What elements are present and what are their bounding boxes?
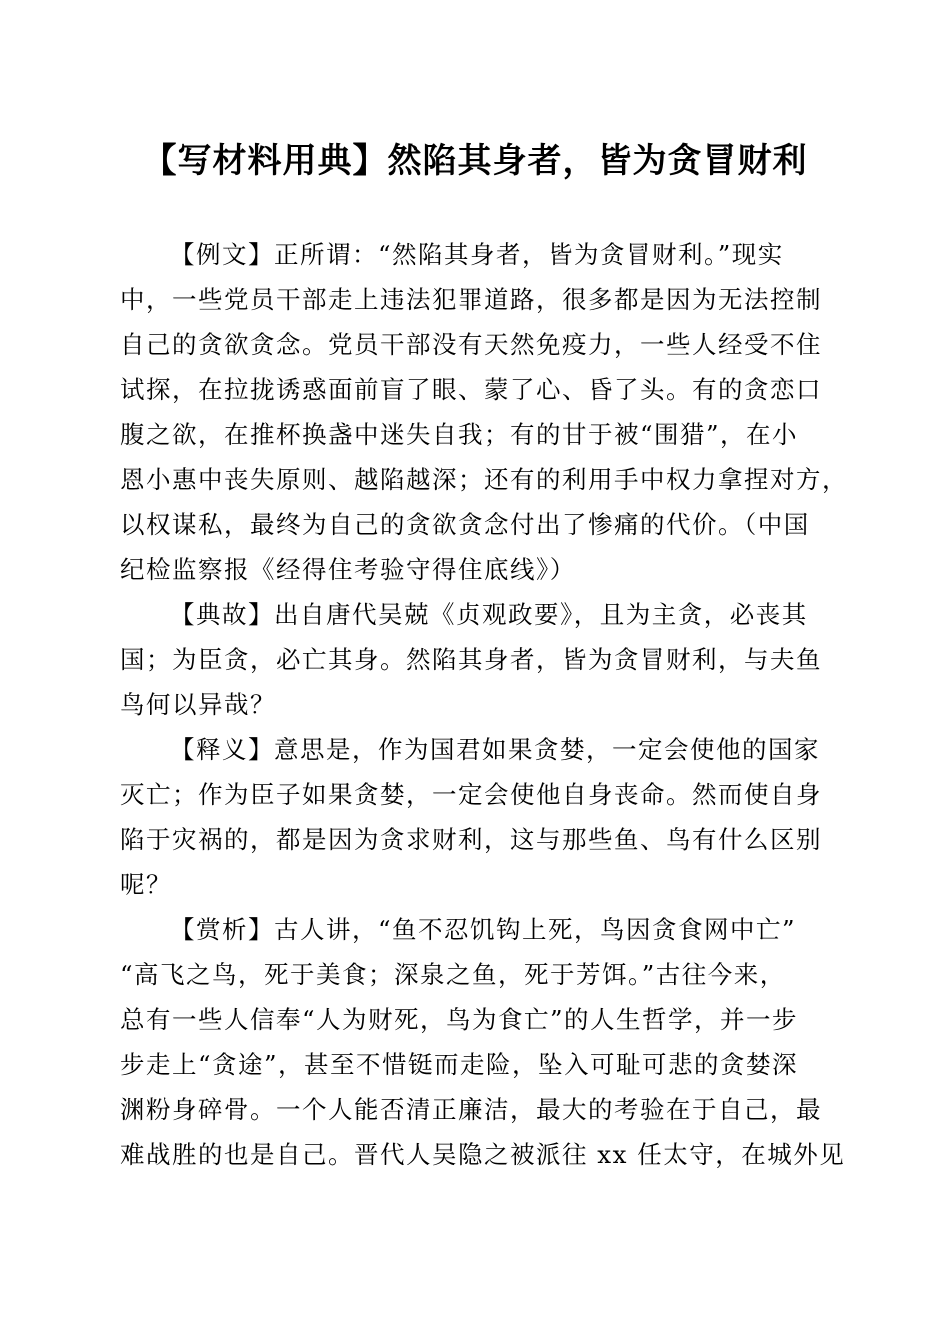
- text-line: 步走上“贪途”，甚至不惜铤而走险，坠入可耻可悲的贪婪深: [120, 1050, 799, 1079]
- text-line: 自己的贪欲贪念。党员干部没有天然免疫力，一些人经受不住: [120, 330, 822, 359]
- text-line: 【例文】正所谓：“然陷其身者，皆为贪冒财利。”现实: [170, 240, 784, 269]
- text-line: 总有一些人信奉“人为财死，鸟为食亡”的人生哲学，并一步: [120, 1005, 799, 1034]
- text-line: 纪检监察报《经得住考验守得住底线》）: [120, 555, 576, 584]
- text-line: 渊粉身碎骨。一个人能否清正廉洁，最大的考验在于自己，最: [120, 1095, 822, 1124]
- text-line: 难战胜的也是自己。晋代人吴隐之被派往 xx 任太守，在城外见: [120, 1140, 846, 1169]
- paragraph-allusion: [120, 592, 832, 727]
- text-line: 呢？: [120, 870, 172, 899]
- document-body: [120, 232, 848, 1177]
- text-line: 试探，在拉拢诱惑面前盲了眼、蒙了心、昏了头。有的贪恋口: [120, 375, 822, 404]
- text-line: 国；为臣贪，必亡其身。然陷其身者，皆为贪冒财利，与夫鱼: [120, 645, 822, 674]
- text-line: 【赏析】古人讲，“鱼不忍饥钩上死，鸟因贪食网中亡”: [170, 915, 797, 944]
- text-line: 腹之欲，在推杯换盏中迷失自我；有的甘于被“围猎”，在小: [120, 420, 799, 449]
- text-line: 灭亡；作为臣子如果贪婪，一定会使他自身丧命。然而使自身: [120, 780, 822, 809]
- document-title: 【写材料用典】然陷其身者，皆为贪冒财利: [142, 141, 808, 181]
- text-line: 以权谋私，最终为自己的贪欲贪念付出了惨痛的代价。（中国: [120, 510, 810, 539]
- text-line: 中，一些党员干部走上违法犯罪道路，很多都是因为无法控制: [120, 285, 822, 314]
- text-line: 恩小惠中丧失原则、越陷越深；还有的利用手中权力拿捏对方，: [120, 465, 848, 494]
- paragraph-meaning: [120, 727, 832, 907]
- text-line: 【释义】意思是，作为国君如果贪婪，一定会使他的国家: [170, 735, 820, 764]
- paragraph-example: [120, 232, 848, 592]
- text-line: 鸟何以异哉？: [120, 690, 276, 719]
- text-line: “高飞之鸟，死于美食；深泉之鱼，死于芳饵。”古往今来，: [120, 960, 786, 989]
- text-line: 陷于灾祸的，都是因为贪求财利，这与那些鱼、鸟有什么区别: [120, 825, 822, 854]
- text-line: 【典故】出自唐代吴兢《贞观政要》，且为主贪，必丧其: [170, 600, 808, 629]
- paragraph-appreciation: [120, 907, 846, 1177]
